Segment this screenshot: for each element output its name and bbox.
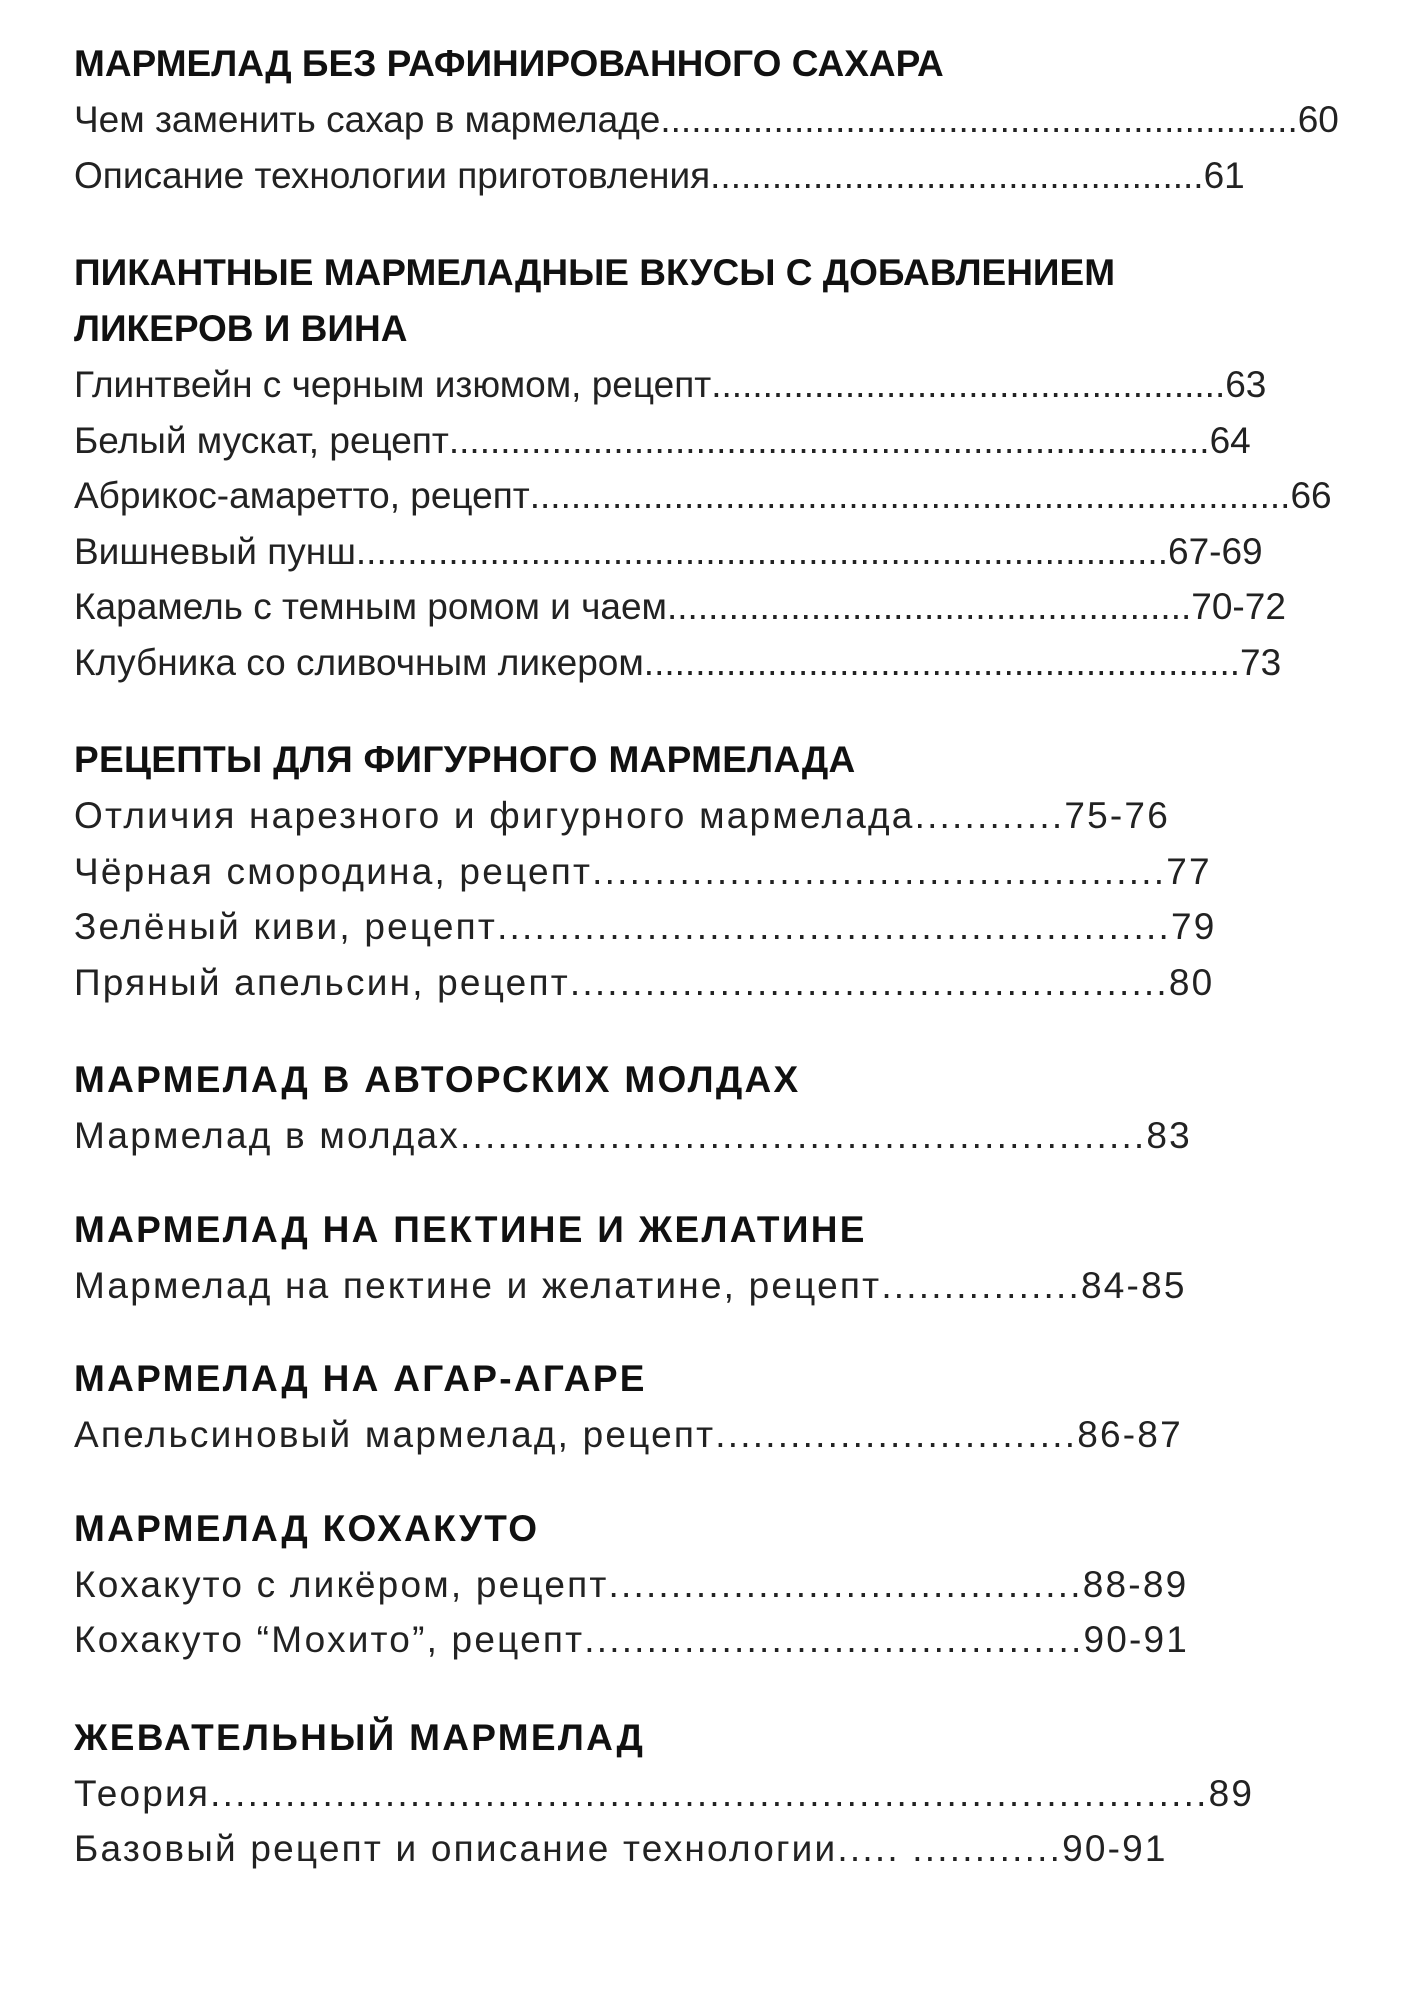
entry-title: Отличия нарезного и фигурного мармелада	[74, 795, 915, 836]
section-heading: МАРМЕЛАД НА АГАР-АГАРЕ	[74, 1358, 647, 1399]
entry-title: Белый мускат, рецепт	[74, 419, 449, 461]
toc-section-molds	[74, 1052, 1354, 1164]
entry-page: 79	[1171, 906, 1217, 947]
entry-page: 83	[1146, 1115, 1192, 1156]
entry-page: 77	[1166, 850, 1212, 892]
entry-title: Чем заменить сахар в мармеладе	[74, 99, 661, 140]
entry-dots: ..........................................................................	[529, 475, 1291, 516]
entry-title: Вишневый пунш	[74, 530, 356, 572]
section-heading: МАРМЕЛАД НА ПЕКТИНЕ И ЖЕЛАТИНЕ	[74, 1208, 867, 1250]
entry-dots: ............	[914, 795, 1065, 836]
toc-entry[interactable]	[74, 579, 1354, 635]
entry-title: Чёрная смородина, рецепт	[74, 850, 593, 892]
entry-dots: ......................................................	[497, 906, 1171, 947]
section-heading: МАРМЕЛАД БЕЗ РАФИНИРОВАННОГО САХАРА	[74, 43, 944, 84]
entry-title: Пряный апельсин, рецепт	[74, 961, 570, 1003]
toc-entry[interactable]	[74, 468, 1354, 524]
section-heading: РЕЦЕПТЫ ДЛЯ ФИГУРНОГО МАРМЕЛАДА	[74, 739, 856, 780]
toc-entry[interactable]	[74, 413, 1354, 469]
toc-section-kohakuto	[74, 1501, 1354, 1668]
toc-section-figured	[74, 732, 1354, 1010]
entry-page: 70-72	[1191, 586, 1286, 627]
entry-title: Глинтвейн с черным изюмом, рецепт	[74, 364, 712, 405]
entry-dots: ..........................................................	[643, 641, 1241, 683]
entry-dots: ..... ............	[837, 1828, 1063, 1869]
toc-entry[interactable]	[74, 1612, 1354, 1668]
toc-entry[interactable]	[74, 148, 1354, 204]
toc-entry[interactable]	[74, 1821, 1354, 1877]
toc-section-pectin-gelatin	[74, 1202, 1354, 1314]
toc-section-chewy	[74, 1710, 1354, 1877]
toc-entry[interactable]	[74, 357, 1354, 413]
entry-dots: ..............................................	[592, 850, 1167, 892]
entry-title: Кохакуто с ликёром, рецепт	[74, 1563, 609, 1605]
entry-page: 66	[1290, 475, 1332, 516]
toc-entry[interactable]	[74, 955, 1354, 1011]
entry-dots: ................................................	[569, 961, 1169, 1003]
entry-title: Апельсиновый мармелад, рецепт	[74, 1414, 716, 1455]
entry-page: 73	[1240, 641, 1282, 683]
toc-section-agar	[74, 1351, 1354, 1463]
entry-dots: ................	[881, 1264, 1081, 1306]
entry-page: 63	[1225, 364, 1267, 405]
entry-page: 84-85	[1081, 1264, 1187, 1306]
entry-dots: .......................................................	[460, 1115, 1147, 1156]
toc-entry[interactable]	[74, 899, 1354, 955]
section-heading: МАРМЕЛАД В АВТОРСКИХ МОЛДАХ	[74, 1059, 801, 1100]
section-heading: ЖЕВАТЕЛЬНЫЙ МАРМЕЛАД	[74, 1716, 646, 1758]
entry-title: Теория	[74, 1772, 211, 1814]
entry-dots: ........................................	[584, 1619, 1084, 1660]
entry-dots: ..............................................................	[660, 99, 1298, 140]
entry-dots: ................................................................................	[210, 1772, 1209, 1814]
toc-entry[interactable]	[74, 635, 1354, 691]
entry-page: 88-89	[1082, 1563, 1189, 1605]
entry-page: 75-76	[1064, 795, 1170, 836]
toc-entry[interactable]	[74, 788, 1354, 844]
entry-page: 90-91	[1062, 1828, 1168, 1869]
entry-page: 86-87	[1077, 1414, 1183, 1455]
entry-dots: .............................	[715, 1414, 1078, 1455]
entry-page: 61	[1203, 154, 1245, 196]
entry-title: Абрикос-амаретто, рецепт	[74, 475, 530, 516]
entry-dots: ...............................................................................	[355, 530, 1168, 572]
entry-dots: ..........................................................................	[448, 419, 1210, 461]
toc-entry[interactable]	[74, 1766, 1354, 1822]
entry-page: 89	[1208, 1772, 1255, 1814]
entry-page: 67-69	[1168, 530, 1263, 572]
entry-dots: ......................................	[608, 1563, 1083, 1605]
entry-title: Мармелад в молдах	[74, 1115, 461, 1156]
entry-title: Мармелад на пектине и желатине, рецепт	[74, 1264, 882, 1306]
entry-page: 60	[1297, 99, 1339, 140]
toc-section-sugar-free	[74, 36, 1354, 203]
entry-title: Базовый рецепт и описание технологии	[74, 1828, 838, 1869]
entry-page: 90-91	[1083, 1619, 1190, 1660]
entry-title: Карамель с темным ромом и чаем	[74, 586, 667, 627]
toc-entry[interactable]	[74, 1108, 1354, 1164]
entry-dots: ..................................................	[711, 364, 1226, 405]
toc-entry[interactable]	[74, 1407, 1354, 1463]
toc-entry[interactable]	[74, 844, 1354, 900]
entry-title: Кохакуто “Мохито”, рецепт	[74, 1619, 585, 1660]
toc-section-liquor-wine	[74, 245, 1354, 690]
entry-title: Зелёный киви, рецепт	[74, 906, 498, 947]
toc-entry[interactable]	[74, 1557, 1354, 1613]
entry-title: Клубника со сливочным ликером	[74, 641, 644, 683]
entry-page: 64	[1209, 419, 1251, 461]
entry-dots: ...................................................	[667, 586, 1192, 627]
entry-dots: ................................................	[710, 154, 1204, 196]
toc-entry[interactable]	[74, 524, 1354, 580]
section-heading: МАРМЕЛАД КОХАКУТО	[74, 1507, 540, 1549]
section-heading-line-2: ЛИКЕРОВ И ВИНА	[74, 308, 408, 349]
toc-entry[interactable]	[74, 92, 1354, 148]
table-of-contents	[74, 36, 1354, 1877]
entry-page: 80	[1168, 961, 1215, 1003]
section-heading-line-1: ПИКАНТНЫЕ МАРМЕЛАДНЫЕ ВКУСЫ С ДОБАВЛЕНИЕМ	[74, 252, 1116, 293]
entry-title: Описание технологии приготовления	[74, 154, 711, 196]
toc-entry[interactable]	[74, 1258, 1354, 1314]
